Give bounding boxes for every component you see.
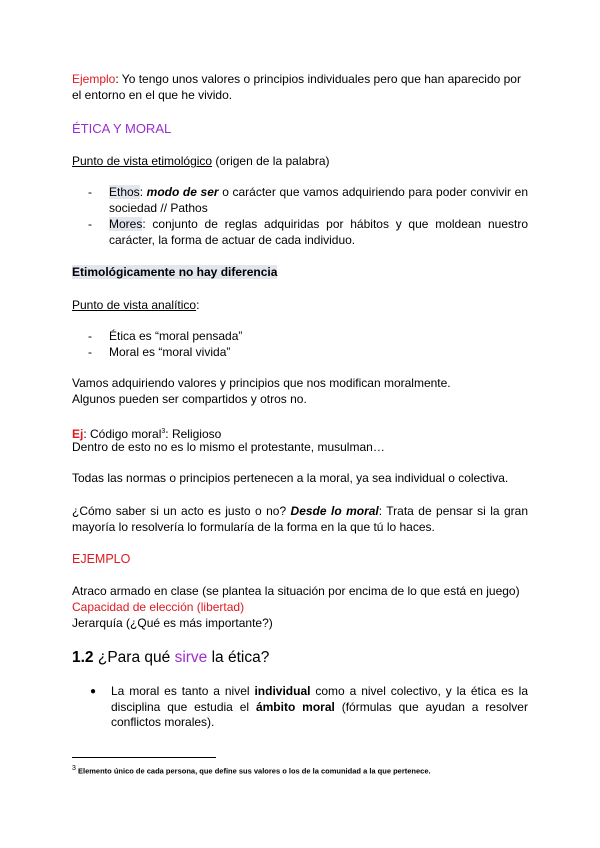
bullet-icon: ● <box>90 686 97 697</box>
list-item-ethos <box>90 185 528 216</box>
ethos-bold: modo de ser <box>146 185 219 199</box>
mores-rest: : conjunto de reglas adquiridas por hábitos y que moldean nuestro carácter, la forma de actuar de cada individuo. <box>109 217 528 247</box>
list-item-etica <box>90 329 528 345</box>
como-paragraph <box>72 504 528 535</box>
dash-marker: - <box>88 329 92 343</box>
section-number: 1.2 <box>72 649 94 666</box>
vamos-line-1: Vamos adquiriendo valores y principios que nos modifican moralmente. <box>72 376 451 390</box>
section-pre: ¿Para qué <box>93 649 175 666</box>
ej-text1: : Código moral <box>83 427 162 441</box>
analitico-item-2: Moral es “moral vivida” <box>109 345 231 359</box>
bullet-text-e: (fórmulas que ayudan a resolver conflictos morales). <box>111 699 528 729</box>
list-item-mores <box>90 217 528 248</box>
como-emphasis: Desde lo moral <box>290 504 379 518</box>
example-label: Ejemplo <box>72 72 116 86</box>
analitico-line <box>72 298 528 314</box>
no-diferencia: Etimológicamente no hay diferencia <box>72 265 278 279</box>
etimologico-line <box>72 154 528 170</box>
ethos-term: Ethos <box>109 185 140 199</box>
example-text: : Yo tengo unos valores o principios individuales pero que han aparecido por el entorno en el que he vivido. <box>72 72 521 102</box>
footnote-divider <box>72 757 216 758</box>
etimologico-rest: (origen de la palabra) <box>212 154 330 168</box>
analitico-label: Punto de vista analítico <box>72 298 197 312</box>
heading-etica-moral: ÉTICA Y MORAL <box>72 121 172 136</box>
no-diferencia-line <box>72 265 528 281</box>
section-post: la ética? <box>207 649 270 666</box>
mores-term: Mores <box>109 217 143 231</box>
ej-line-2: Dentro de esto no es lo mismo el protestante, musulman… <box>72 440 385 454</box>
example-paragraph <box>72 72 528 103</box>
footnote-number: 3 <box>72 765 76 772</box>
footnote-text: Elemento único de cada persona, que define sus valores o los de la comunidad a la que pertenece. <box>75 766 431 776</box>
dash-marker: - <box>88 345 92 359</box>
section-word: sirve <box>174 649 208 666</box>
footnote <box>72 764 528 777</box>
etimologico-label: Punto de vista etimológico <box>72 154 213 168</box>
todas-line: Todas las normas o principios pertenecen a la moral, ya sea individual o colectiva. <box>72 471 509 485</box>
ej-text2: : Religioso <box>165 427 222 441</box>
vamos-line-2: Algunos pueden ser compartidos y otros no. <box>72 392 307 406</box>
bullet-text-c: como a nivel colectivo, y la ética es la disciplina que estudia el <box>111 684 528 714</box>
bullet-bold-ambito: ámbito moral <box>255 699 335 714</box>
como-rest: : Trata de pensar si la gran mayoría lo resolvería lo formularía de la forma en la que tú lo haces. <box>72 504 529 534</box>
dash-marker: - <box>88 185 92 199</box>
atraco-line: Atraco armado en clase (se plantea la situación por encima de lo que está en juego) <box>72 584 520 598</box>
footnote-ref: 3 <box>161 428 166 435</box>
analitico-rest: : <box>196 298 200 312</box>
dash-marker: - <box>88 217 92 231</box>
analitico-item-1: Ética es “moral pensada” <box>109 329 243 343</box>
list-item-moral <box>90 345 528 361</box>
jerarquia-line: Jerarquía (¿Qué es más importante?) <box>72 616 273 630</box>
bullet-item <box>92 684 528 731</box>
ejemplo-heading: EJEMPLO <box>72 552 131 566</box>
capacidad-line: Capacidad de elección (libertad) <box>72 600 245 614</box>
ej-label: Ej <box>72 427 84 441</box>
bullet-text-a: La moral es tanto a nivel <box>111 684 255 698</box>
ethos-sep: : <box>139 185 147 199</box>
section-heading <box>72 648 528 668</box>
bullet-bold-individual: individual <box>254 684 311 698</box>
ethos-rest: o carácter que vamos adquiriendo para poder convivir en sociedad // Pathos <box>109 185 529 215</box>
como-question: ¿Cómo saber si un acto es justo o no? <box>72 504 291 518</box>
